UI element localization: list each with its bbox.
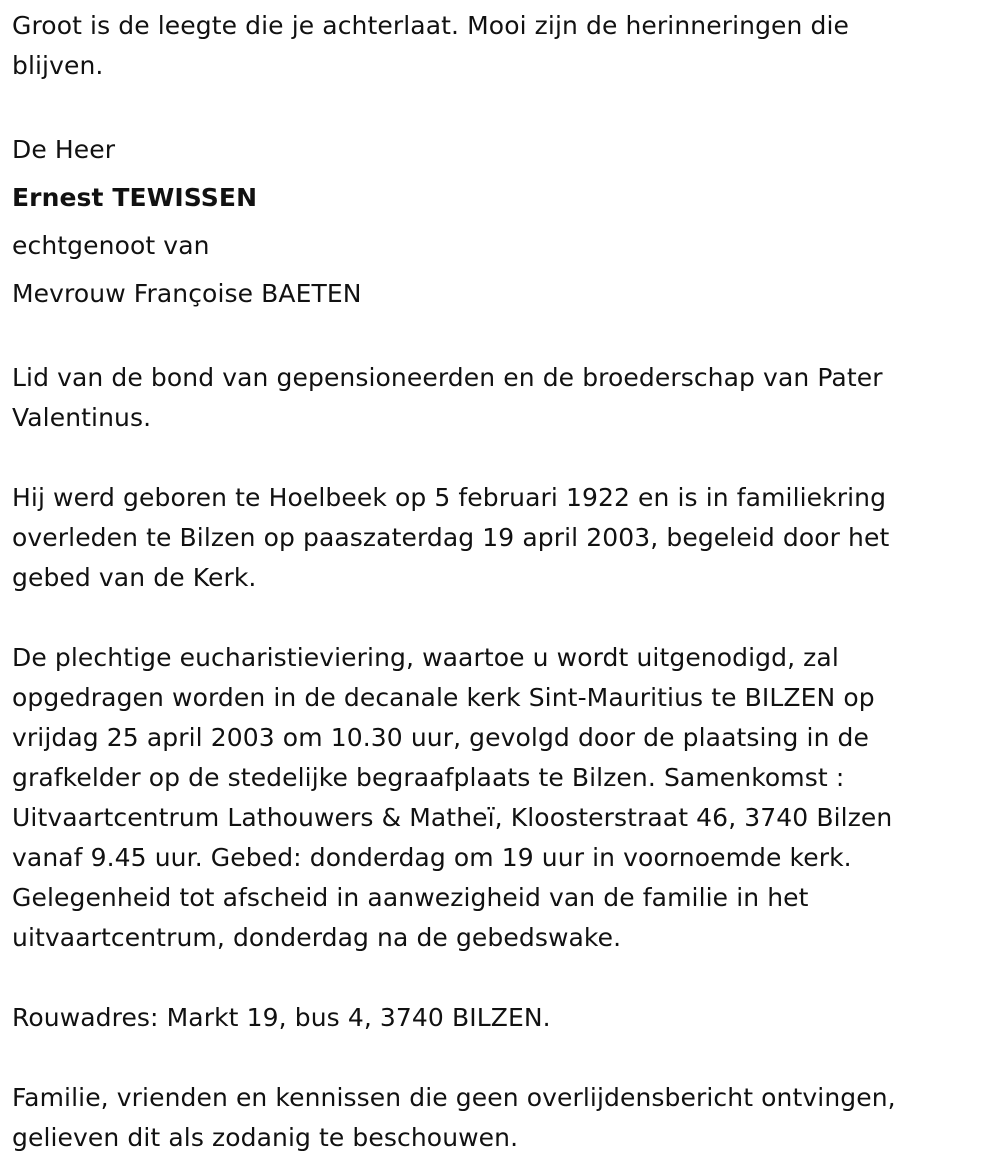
- membership-line: Valentinus.: [12, 403, 152, 432]
- ceremony-line: Gelegenheid tot afscheid in aanwezigheid van de familie in het: [12, 883, 809, 912]
- birth-line: overleden te Bilzen op paaszaterdag 19 april 2003, begeleid door het: [12, 523, 890, 552]
- deceased-identity: [12, 126, 988, 318]
- address-paragraph: [12, 998, 988, 1038]
- motto-paragraph: [12, 6, 988, 86]
- birth-death-paragraph: [12, 478, 988, 598]
- membership-paragraph: [12, 358, 988, 438]
- ceremony-line: Uitvaartcentrum Lathouwers & Matheï, Kloosterstraat 46, 3740 Bilzen: [12, 803, 893, 832]
- title-text: De Heer: [12, 135, 116, 164]
- ceremony-paragraph: [12, 638, 988, 958]
- membership-line: Lid van de bond van gepensioneerden en de broederschap van Pater: [12, 363, 883, 392]
- birth-line: gebed van de Kerk.: [12, 563, 257, 592]
- spouse-name: Mevrouw Françoise BAETEN: [12, 279, 362, 308]
- ceremony-line: uitvaartcentrum, donderdag na de gebedswake.: [12, 923, 622, 952]
- motto-line: Groot is de leegte die je achterlaat. Mooi zijn de herinneringen die: [12, 11, 850, 40]
- ceremony-line: vanaf 9.45 uur. Gebed: donderdag om 19 uur in voornoemde kerk.: [12, 843, 852, 872]
- mourning-address: Rouwadres: Markt 19, bus 4, 3740 BILZEN.: [12, 1003, 551, 1032]
- ceremony-line: De plechtige eucharistieviering, waartoe u wordt uitgenodigd, zal: [12, 643, 839, 672]
- closing-line: Familie, vrienden en kennissen die geen overlijdensbericht ontvingen,: [12, 1083, 896, 1112]
- relation-text: echtgenoot van: [12, 231, 210, 260]
- ceremony-line: grafkelder op de stedelijke begraafplaats te Bilzen. Samenkomst :: [12, 763, 845, 792]
- closing-paragraph: [12, 1078, 988, 1158]
- birth-line: Hij werd geboren te Hoelbeek op 5 februari 1922 en is in familiekring: [12, 483, 887, 512]
- deceased-name: Ernest TEWISSEN: [12, 183, 258, 212]
- ceremony-line: vrijdag 25 april 2003 om 10.30 uur, gevolgd door de plaatsing in de: [12, 723, 870, 752]
- motto-line: blijven.: [12, 51, 104, 80]
- ceremony-line: opgedragen worden in de decanale kerk Sint-Mauritius te BILZEN op: [12, 683, 875, 712]
- closing-line: gelieven dit als zodanig te beschouwen.: [12, 1123, 519, 1152]
